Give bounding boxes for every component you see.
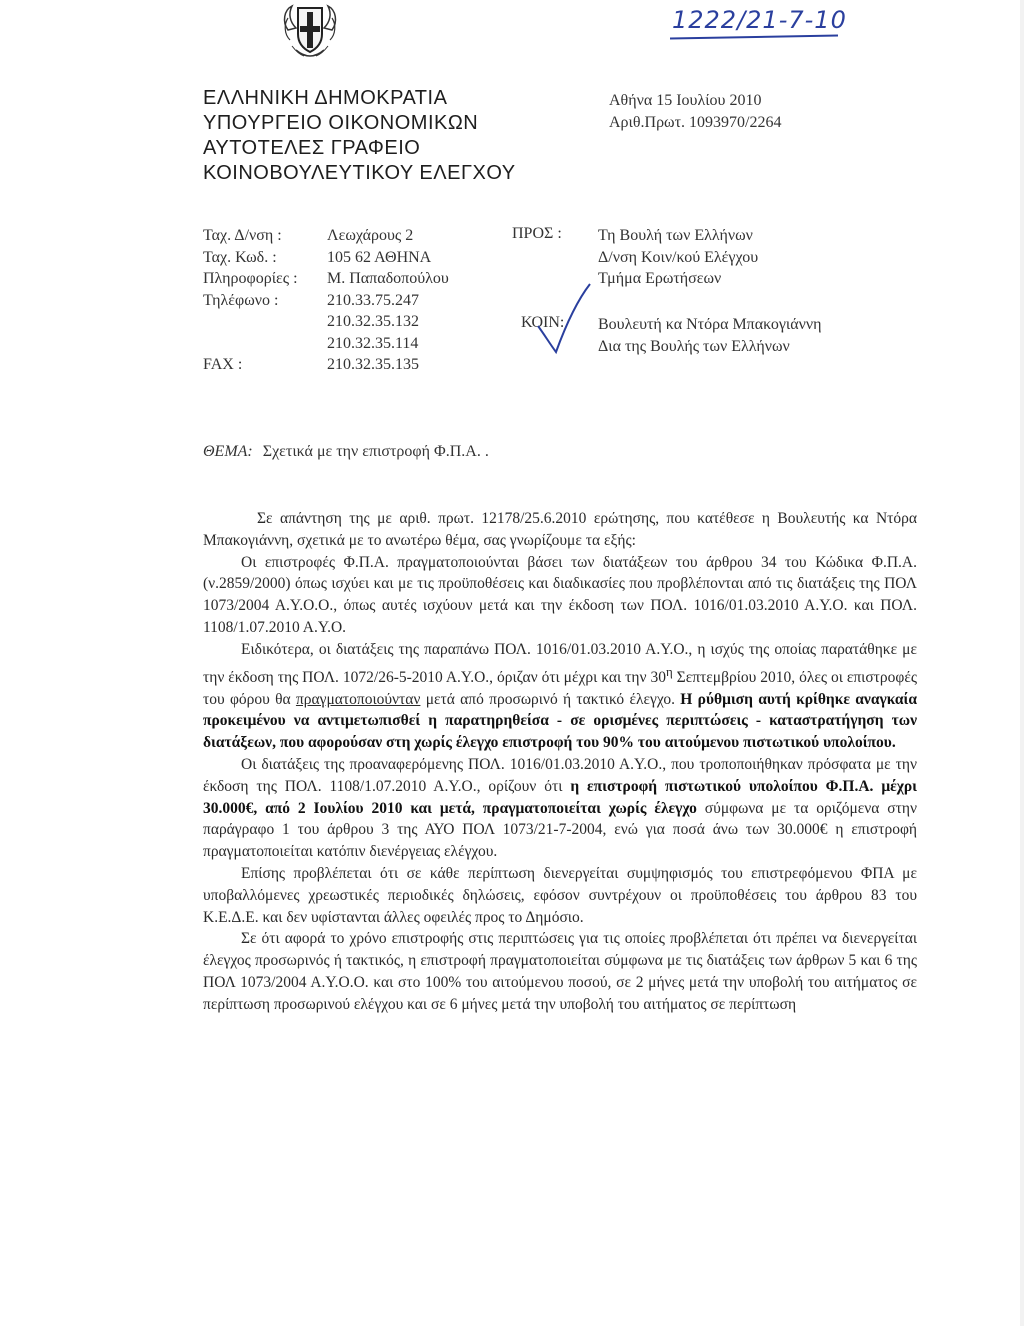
contact-row [203, 290, 449, 312]
contact-label: Ταχ. Δ/νση : [203, 227, 282, 244]
contact-row [203, 311, 449, 333]
ministry-header [203, 86, 516, 186]
contact-value: Μ. Παπαδοπούλου [327, 270, 449, 287]
ministry-line: ΥΠΟΥΡΓΕΙΟ ΟΙΚΟΝΟΜΙΚΩΝ [203, 112, 479, 134]
date-protocol-block [609, 90, 781, 134]
body-bold-text: η επιστροφή πιστωτικού υπολοίπου Φ.Π.Α. μέχρι 30.000€, από 2 Ιουλίου 2010 και μετά, πραγματοποιείται χωρίς έλεγχο [203, 777, 917, 817]
koin-line: Βουλευτή κα Ντόρα Μπακογιάννη [598, 316, 822, 333]
body-paragraph: Σε απάντηση της με αριθ. πρωτ. 12178/25.6.2010 ερώτησης, που κατέθεσε η Βουλευτής κα Ντόρα Μπακογιάννη, σχετικά με το ανωτέρω θέμα, σας γνωρίζουμε τα εξής: [203, 510, 917, 549]
koin-label: ΚΟΙΝ: [521, 314, 565, 331]
contact-row [203, 333, 449, 355]
body-paragraph: Σε ότι αφορά το χρόνο επιστροφής στις περιπτώσεις για τις οποίες προβλέπεται ότι πρέπει να διενεργείται έλεγχος προσωρινός ή τακτικός, η επιστροφή πραγματοποιείται σύμφωνα με τις διατάξεις των άρθρων 5 και 6 της ΠΟΛ 1073/2004 Α.Υ.Ο.Ο. και στο 100% του αιτούμενου ποσού, σε 2 μήνες μετά την υποβολή του αιτήματος σε περίπτωση προσωρινού ελέγχου και σε 6 μήνες μετά την υποβολή του αιτήματος σε περίπτωση [203, 930, 917, 1013]
contact-label [203, 311, 327, 333]
contact-value: 210.32.35.132 [327, 313, 419, 330]
recipient-line: Τμήμα Ερωτήσεων [598, 270, 722, 287]
body-text-run: Σεπτεμβρίου 2010, όλες οι επιστροφές του φόρου θα [203, 668, 917, 708]
body-paragraph [203, 639, 917, 754]
contact-row [203, 225, 449, 247]
koin-line: Δια της Βουλής των Ελλήνων [598, 337, 790, 355]
contact-block [203, 225, 449, 376]
body-text-run: Ειδικότερα, οι διατάξεις της παραπάνω ΠΟΛ. 1016/01.03.2010 Α.Υ.Ο., η ισχύς της οποίας παρατάθηκε με την έκδοση της ΠΟΛ. 1072/26-5-2010 Α.Υ.Ο., όριζαν ότι μέχρι και την 30 [203, 640, 917, 686]
recipient-block [598, 225, 758, 290]
ministry-line: ΕΛΛΗΝΙΚΗ ΔΗΜΟΚΡΑΤΙΑ [203, 87, 448, 109]
body-text-run: σύμφωνα με τα οριζόμενα στην παράγραφο 1 του άρθρου 3 της ΑΥΟ ΠΟΛ 1073/21-7-2004, ενώ για ποσά άνω των 30.000€ η επιστροφή πραγματοποιείται κατόπιν διενέργειας ελέγχου. [203, 799, 917, 861]
contact-row [203, 354, 449, 376]
contact-label: FAX : [203, 356, 243, 373]
greek-coat-of-arms-emblem [278, 0, 342, 62]
contact-value: 210.32.35.135 [327, 356, 419, 373]
body-paragraph [203, 754, 917, 863]
page-edge-shadow [1020, 0, 1024, 1326]
recipient-line: Τη Βουλή των Ελλήνων [598, 227, 753, 244]
recipient-line: Δ/νση Κοιν/κού Ελέγχου [598, 248, 759, 266]
contact-value: 210.32.35.114 [327, 334, 419, 352]
subject-line [203, 443, 489, 461]
body-paragraph: Επίσης προβλέπεται ότι σε κάθε περίπτωση διενεργείται συμψηφισμός του επιστρεφόμενου ΦΠΑ με υποβαλλόμενες χρεωστικές περιοδικές δηλώσεις, εφόσον συντρέχουν οι προϋποθέσεις του άρθρου 83 του Κ.Ε.Δ.Ε. και δεν υφίστανται άλλες οφειλές προς το Δημόσιο. [203, 864, 917, 926]
body-paragraph: Οι επιστροφές Φ.Π.Α. πραγματοποιούνται βάσει των διατάξεων του άρθρου 34 του Κώδικα Φ.Π.Α. (ν.2859/2000) όπως ισχύει και με τις προϋποθέσεις και διαδικασίες που προβλέπονται από τις διατάξεις της ΠΟΛ 1073/2004 Α.Υ.Ο.Ο., όπως αυτές ισχύουν μετά και την έκδοση των ΠΟΛ. 1016/01.03.2010 Α.Υ.Ο. και ΠΟΛ. 1108/1.07.2010 Α.Υ.Ο. [203, 553, 917, 636]
contact-value: 105 62 ΑΘΗΝΑ [327, 248, 432, 266]
contact-value: Λεωχάρους 2 [327, 227, 414, 244]
contact-label [203, 333, 327, 355]
body-text-run: μετά από προσωρινό ή τακτικό έλεγχο. [420, 690, 681, 708]
body-bold-text: Η ρύθμιση αυτή κρίθηκε αναγκαία προκειμένου να αντιμετωπισθεί η παρατηρηθείσα - σε ορισμένες περιπτώσεις - καταστρατήγηση των διατάξεων, που αφορούσαν στη χωρίς έλεγχο επιστροφή του 90% του αιτούμενου πιστωτικού υπολοίπου. [203, 690, 917, 752]
recipient-label: ΠΡΟΣ : [512, 225, 562, 242]
body-underlined-text: πραγματοποιούνταν [295, 690, 421, 708]
contact-label: Ταχ. Κωδ. : [203, 248, 277, 266]
ministry-line: ΚΟΙΝΟΒΟΥΛΕΥΤΙΚΟΥ ΕΛΕΓΧΟΥ [203, 162, 516, 184]
contact-label: Τηλέφωνο : [203, 291, 279, 309]
ministry-line: ΑΥΤΟΤΕΛΕΣ ΓΡΑΦΕΙΟ [203, 137, 421, 159]
contact-row [203, 247, 449, 269]
body-text-run: Οι διατάξεις της προαναφερόμενης ΠΟΛ. 1016/01.03.2010 Α.Υ.Ο., που τροποποιήθηκαν πρόσφατα με την έκδοση της ΠΟΛ. 1108/1.07.2010 Α.Υ.Ο., ορίζουν ότι [203, 755, 917, 795]
handwritten-check-mark [530, 280, 596, 360]
handwritten-underline [670, 35, 838, 40]
contact-value: 210.33.75.247 [327, 291, 419, 309]
body-superscript: η [665, 663, 673, 679]
letter-body [203, 508, 917, 1015]
subject-text: Σχετικά με την επιστροφή Φ.Π.Α. . [262, 443, 489, 460]
handwritten-reference: 1222/21-7-10 [672, 6, 847, 34]
contact-row [203, 268, 449, 290]
koin-block [598, 314, 821, 357]
date-line: Αθήνα 15 Ιουλίου 2010 [609, 92, 762, 109]
subject-label: ΘΕΜΑ: [203, 443, 253, 460]
protocol-line: Αριθ.Πρωτ. 1093970/2264 [609, 114, 782, 131]
contact-label: Πληροφορίες : [203, 270, 298, 287]
